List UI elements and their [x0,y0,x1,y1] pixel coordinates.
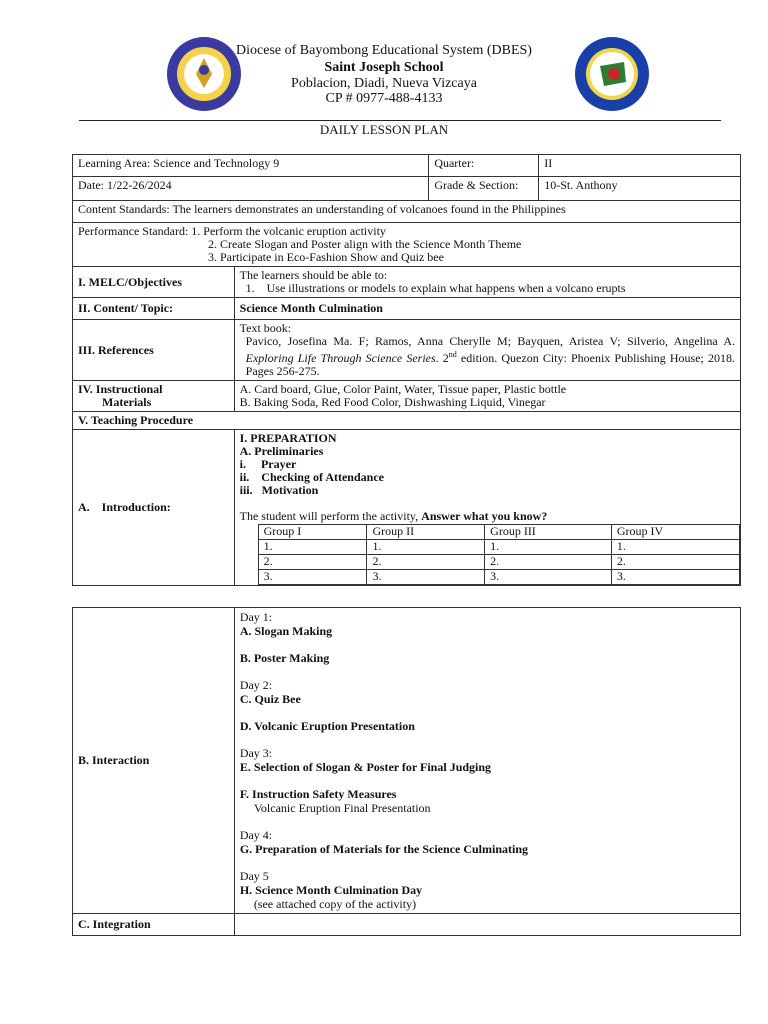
activity-title: Answer what you know? [421,509,548,523]
day-4-label: Day 4: [239,828,273,842]
group-cell: 3. [485,570,612,585]
performance-standard [73,223,741,267]
school-contact: CP # 0977-488-4133 [325,91,443,106]
performance-standard-line-1: Performance Standard: 1. Perform the volcanic eruption activity [78,224,386,238]
group-table [258,524,740,585]
day-5-label: Day 5 [239,869,269,883]
references-edition-sup: nd [448,350,457,359]
content-standards: Content Standards: The learners demonstrates an understanding of volcanoes found in the Philippines [73,201,741,223]
interaction-table [72,607,741,936]
group-cell: 1. [367,540,485,555]
activity-text: The student will perform the activity, [239,509,422,523]
activity-quiz-bee: C. Quiz Bee [239,692,301,706]
school-name: Saint Joseph School [324,60,444,75]
group-cell: 2. [485,555,612,570]
interaction-label: B. Interaction [73,608,235,914]
integration-content [234,914,740,936]
teaching-procedure: V. Teaching Procedure [73,412,741,430]
materials-content [234,381,740,412]
integration-label: C. Integration [73,914,235,936]
group-cell: 2. [611,555,739,570]
melc-content [234,267,740,298]
activity-culmination-sub: (see attached copy of the activity) [253,897,417,911]
preliminary-prayer: i. Prayer [239,457,297,471]
quarter-value: II [539,155,741,177]
preliminary-motivation: iii. Motivation [239,483,319,497]
group-header: Group II [367,525,485,540]
references-book-title: Exploring Life Through Science Series [245,351,436,365]
melc-label: I. MELC/Objectives [73,267,235,298]
header-divider [79,120,721,121]
group-header: Group I [258,525,367,540]
group-header: Group IV [611,525,739,540]
materials-line-1: A. Card board, Glue, Color Paint, Water, Tissue paper, Plastic bottle [239,382,567,396]
references-label: III. References [73,320,235,381]
references-publisher: edition. Quezon City: Phoenix Publishing House; 2018. Pages 256-275. [245,351,735,378]
group-cell: 1. [611,540,739,555]
lesson-date: Date: 1/22-26/2024 [73,177,429,201]
references-citation [240,335,735,378]
content-topic-value: Science Month Culmination [234,298,740,320]
day-3-label: Day 3: [239,746,273,760]
grade-value: 10-St. Anthony [539,177,741,201]
content-topic-label: II. Content/ Topic: [73,298,235,320]
activity-preparation: G. Preparation of Materials for the Science Culminating [239,842,528,856]
preparation-heading: I. PREPARATION [239,431,337,445]
introduction-label: A. Introduction: [73,430,235,586]
references-content [234,320,740,381]
activity-instruction [240,510,740,523]
materials-label-line-1: IV. Instructional [78,382,163,396]
group-header: Group III [485,525,612,540]
group-cell: 3. [367,570,485,585]
school-address: Poblacion, Diadi, Nueva Vizcaya [291,76,477,91]
materials-label-line-2: Materials [102,395,152,409]
activity-safety-measures: F. Instruction Safety Measures [239,787,397,801]
performance-standard-line-2: 2. Create Slogan and Poster align with the Science Month Theme [208,237,522,251]
group-cell: 2. [367,555,485,570]
table-row [258,540,739,555]
group-cell: 3. [611,570,739,585]
references-authors: Pavico, Josefina Ma. F; Ramos, Anna Cherylle M; Bayquen, Aristea V; Silverio, Angelina A. [245,334,735,348]
day-1-label: Day 1: [239,610,273,624]
activity-selection: E. Selection of Slogan & Poster for Final Judging [239,760,492,774]
interaction-content [234,608,740,914]
table-row [258,555,739,570]
group-cell: 1. [485,540,612,555]
materials-line-2: B. Baking Soda, Red Food Color, Dishwashing Liquid, Vinegar [239,395,546,409]
materials-label [73,381,235,412]
introduction-content [234,430,740,586]
quarter-label: Quarter: [429,155,539,177]
references-edition: . 2 [435,351,449,365]
table-row [258,570,739,585]
performance-standard-line-3: 3. Participate in Eco-Fashion Show and Quiz bee [208,250,444,264]
group-cell: 2. [258,555,367,570]
activity-slogan-making: A. Slogan Making [239,624,333,638]
preliminaries-heading: A. Preliminaries [239,444,324,458]
diocese-name: Diocese of Bayombong Educational System (DBES) [236,43,532,58]
group-cell: 3. [258,570,367,585]
lesson-plan-table [72,154,741,586]
melc-item: 1. Use illustrations or models to explain what happens when a volcano erupts [245,281,626,295]
melc-intro: The learners should be able to: [239,268,388,282]
references-line-1: Text book: [239,321,292,335]
learning-area: Learning Area: Science and Technology 9 [73,155,429,177]
activity-volcanic-presentation: D. Volcanic Eruption Presentation [239,719,415,733]
plan-title: DAILY LESSON PLAN [319,122,449,137]
activity-poster-making: B. Poster Making [239,651,330,665]
day-2-label: Day 2: [239,678,273,692]
preliminary-attendance: ii. Checking of Attendance [239,470,384,484]
group-cell: 1. [258,540,367,555]
activity-safety-sub: Volcanic Eruption Final Presentation [253,801,431,815]
grade-label: Grade & Section: [429,177,539,201]
activity-culmination-day: H. Science Month Culmination Day [239,883,423,897]
